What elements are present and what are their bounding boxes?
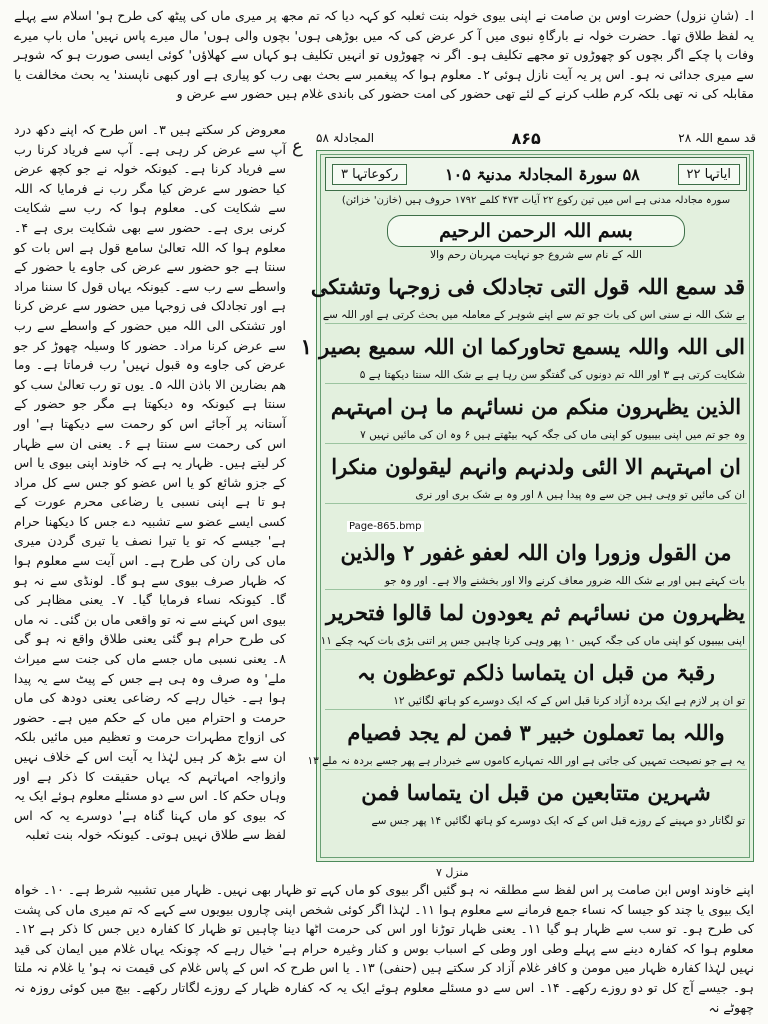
page-number: ۸۶۵ (511, 128, 541, 148)
translation-line: شکایت کرتی ہے ۳ اور اللہ تم دونوں کی گفتگو سن رہا ہے بے شک اللہ سنتا دیکھتا ہے ۵ (359, 369, 745, 381)
image-filename-label: Page-865.bmp (349, 521, 422, 532)
verse-line: من القول وزورا وان اللہ لعفو غفور ۲ والذین (340, 540, 732, 565)
translation-line: یہ ہے جو نصیحت تمہیں کی جاتی ہے اور اللہ تمہارے کاموں سے خبردار ہے پھر جسے بردہ نہ ملے ۱۳ (307, 755, 745, 767)
top-commentary-text: ا۔ (شانِ نزول) حضرت اوس بن صامت نے اپنی بیوی خولہ بنت ثعلبہ کو کہہ دیا کہ تم مجھ پر میری ماں کی پیٹھ کی طرح ہو' اسلام سے پہلے یہ لفظ طلاق تھا۔ حضرت خولہ نے بارگاہِ نبوی میں آ کر عرض کی کہ میں بوڑھی ہوں' بچوں والی ہوں' مال میرے پاس نہیں' ماں باپ میرے وفات پا چکے اگر بچوں کو چھوڑوں تو مجھے تکلیف ہو۔ اگر نہ چھوڑوں تو انہیں تکلیف ہو کہاں سے کھلاؤں' کوئی ایسی صورت ہو کہ شوہر سے میری جدائی نہ ہو۔ اس پر یہ آیت نازل ہوئی ۲۔ معلوم ہوا کہ پیغمبر سے بحث بھی رب کو پیاری ہے اور کبھی ناپسند' یہ بحث مخالفت یا مقابلہ کی نہ تھی بلکہ کرم طلب کرنے کے لئے تھی حضور کی امت حضور کی باندی غلام ہیں حضور سے عرض و (14, 8, 754, 102)
verse-line: شہرین متتابعین من قبل ان یتماسا فمن (361, 780, 711, 805)
translation-line: بے شک اللہ نے سنی اس کی بات جو تم سے اپنے شوہر کے معاملہ میں بحث کرتی ہے اور اللہ سے (322, 309, 745, 321)
verse-line: الذین یظہرون منکم من نسائہم ما ہن امہتہم (330, 394, 742, 419)
translation-line: وہ جو تم میں اپنی بیبیوں کو اپنی ماں کی جگہ کہہ بیٹھتے ہیں ۶ وہ ان کی مائیں نہیں ۷ (360, 429, 745, 441)
translation-line: تو لگاتار دو مہینے کے روزے قبل اس کے کہ ایک دوسرے کو ہاتھ لگائیں ۱۴ پھر جس سے (371, 815, 745, 827)
left-commentary-text: معروض کر سکتے ہیں ۳۔ اس طرح کہ اپنے دکھ درد آپ سے عرض کر رہی ہے۔ آپ سے فریاد کرنا رب سے فریاد کرنا ہے۔ کیونکہ خولہ نے جو کچھ عرض کیا حضور سے عرض کیا مگر رب نے فرمایا کہ اللہ سے شکایت کی۔ معلوم ہوا کہ رب سے شکایت کرنی بری ہے۔ حضور سے بھی شکایت بری ہے ۴۔ معلوم ہوا کہ اللہ تعالیٰ سامع قول ہے اس بات کو سنتا ہے جو حضور سے عرض کی جاوے یا حضور کے واسطے سے رب سے۔ کیونکہ یہاں قول کا سننا مراد ہے اور تجادلک فی زوجہا میں حضور سے عرض کرنا اور تشتکی الی اللہ میں حضور کے واسطے سے رب سے عرض کرنا مراد۔ حضور کا وسیلہ چھوڑ کر جو عرض کی جاوے وہ قبول نہیں' رب فرماتا ہے۔ وما ھم بضارین الا باذن اللہ ۵۔ یوں تو رب تعالیٰ سب کو سنتا ہے کیونکہ وہ دیکھتا ہے مگر جو حضور کے آستانہ پر آجائے اس کو رحمت سے دیکھتا ہے' اور اس کی رحمت سے سنتا ہے ۶۔ یعنی ان سے ظہار کر لیتے ہیں۔ ظہار یہ ہے کہ خاوند اپنی بیوی یا اس کے جزو شائع کو یا اس عضو کو جس سے کل مراد ہو تا ہے اپنی نسبی یا رضاعی محرم عورت کے کسی ایسے عضو سے تشبیہ دے جس کا دیکھنا حرام ہے' جیسے کہ تو یا تیرا نصف یا تیری گردن میری ماں کی ران کی طرح ہے۔ اس آیت سے معلوم ہوا کہ ظہار صرف بیوی سے ہو گا۔ لونڈی سے نہ ہو گا۔ کیونکہ نساء فرمایا گیا۔ ۷۔ یعنی مظاہر کی بیوی اس کہنے سے نہ تو واقعی ماں بن گئی۔ نہ ماں کی طرح حرام ہو گئی یعنی طلاق واقع نہ ہو گی ۸۔ یعنی نسبی ماں جسے ماں کی جنت سے میراث ملے' وہ صرف وہ ہی ہے جس کے پیٹ سے یہ پیدا ہوا ہے۔ خیال رہے کہ رضاعی یعنی دودھ کی ماں حرمت و احترام میں ماں کے حکم میں ہے۔ حضور کی ازواج مطہرات حرمت و تعظیم میں مائیں بلکہ ان سے بڑھ کر ہیں لہٰذا یہ آیت اس کے خلاف نہیں وازواجہ امہاتہم کہ یہاں حقیقت کا ذکر ہے اور وہاں حکم کا۔ اس سے دو مسئلے معلوم ہوئے ایک یہ کہ بیوی کو ماں کہنا گناہ ہے' دوسرے یہ کہ اس لفظ سے طلاق نہیں ہوتی۔ کیونکہ خولہ بنت ثعلبہ (14, 122, 286, 843)
verse-line: الی اللہ واللہ یسمع تحاورکما ان اللہ سمیع بصیر ۱ (300, 334, 745, 359)
manzil-marker: منزل ۷ (436, 866, 469, 879)
header-juz: قد سمع اللہ ۲۸ (678, 131, 756, 145)
translation-line: تو ان پر لازم ہے ایک بردہ آزاد کرنا قبل اس کے کہ ایک دوسرے کو ہاتھ لگائیں ۱۲ (393, 695, 745, 707)
header-surah: المجادلۃ ۵۸ (316, 131, 375, 145)
verse-line: رقبۃ من قبل ان یتماسا ذلکم توعظون بہ (357, 660, 715, 685)
surah-title: ۵۸ سورۃ المجادلۃ مدنیۃ ۱۰۵ (444, 164, 640, 184)
ruku-count: رکوعاتہا ۳ (332, 164, 407, 185)
quran-text-panel (300, 128, 756, 879)
bismillah-translation: اللہ کے نام سے شروع جو نہایت مہربان رحم والا (430, 249, 642, 261)
verse-line: واللہ بما تعملون خبیر ۳ فمن لم یجد فصیام (347, 720, 725, 745)
bismillah-text: بسم اللہ الرحمن الرحیم (439, 220, 633, 242)
quran-frame (300, 150, 754, 862)
left-commentary-column (14, 120, 286, 860)
surah-info: سورہ مجادلہ مدنی ہے اس میں تین رکوع ۲۲ آیات ۴۷۳ کلمے ۱۷۹۲ حروف ہیں (خازن' خزائن) (341, 195, 731, 206)
verse-line: یظہرون من نسائہم ثم یعودون لما قالوا فتحریر (325, 600, 745, 625)
bottom-commentary-text: اپنے خاوند اوس ابن صامت پر اس لفظ سے مطلقہ نہ ہو گئیں اگر بیوی کو ماں کہے تو ظہار بھی نہیں۔ ظہار میں تشبیہ شرط ہے۔ ۱۰۔ خواہ ایک بیوی یا چند کو جیسا کہ نساء جمع فرمانے سے معلوم ہوا ۱۱۔ لہٰذا اگر کوئی شخص اپنی چاروں بیویوں سے کہے کہ تم میری ماں کی پشت کی طرح ہو۔ تو سب سے ظہار ہو گیا ۱۱۔ یعنی ظہار توڑنا اور اس کی حرمت اٹھا دینا چاہیں تو ظہار کا کفارہ دیں جس کا ذکر ہے ۱۲۔ معلوم ہوا کہ کفارہ دینے سے پہلے وطی اور وطی کے اسباب بوس و کنار وغیرہ حرام ہے' خیال رہے کہ چونکہ یہاں غلام میں ایمان کی قید نہیں لہٰذا کفارہ ظہار میں مومن و کافر غلام آزاد کر سکتے ہیں (حنفی) ۱۳۔ یا اس طرح کہ اس کے پاس غلام کی قیمت نہ ہو' یا غلام نہ ملتا ہو۔ جیسے آج کل تو دو روزے رکھے۔ ۱۴۔ اس سے دو مسئلے معلوم ہوئے ایک یہ کہ کفارہ ظہار کے روزے لگاتار رکھے۔ بیچ میں کوئی روزہ نہ چھوٹے نہ (14, 882, 755, 1015)
ruku-margin-mark: ع (292, 136, 303, 157)
translation-line: ان کی مائیں تو وہی ہیں جن سے وہ پیدا ہیں ۸ اور وہ بے شک بری اور نری (415, 489, 745, 501)
bottom-commentary (14, 880, 754, 1017)
verse-line: ان امہتہم الا الئی ولدنہم وانہم لیقولون منکرا (331, 454, 741, 479)
translation-line: اپنی بیبیوں کو اپنی ماں کی جگہ کہیں ۱۰ پھر وہی کرنا چاہیں جس پر اتنی بڑی بات کہہ چکے ۱۱ (320, 635, 745, 647)
verse-line: قد سمع اللہ قول التی تجادلک فی زوجہا وتشتکی (310, 274, 745, 299)
bismillah-cartouche (387, 215, 685, 247)
top-commentary (14, 6, 754, 104)
translation-line: بات کہتے ہیں اور بے شک اللہ ضرور معاف کرنے والا اور بخشنے والا ہے۔ اور وہ جو (384, 575, 745, 587)
surah-banner (325, 157, 747, 191)
page-header (316, 128, 756, 148)
ayat-count: ایاتہا ۲۲ (678, 164, 741, 185)
